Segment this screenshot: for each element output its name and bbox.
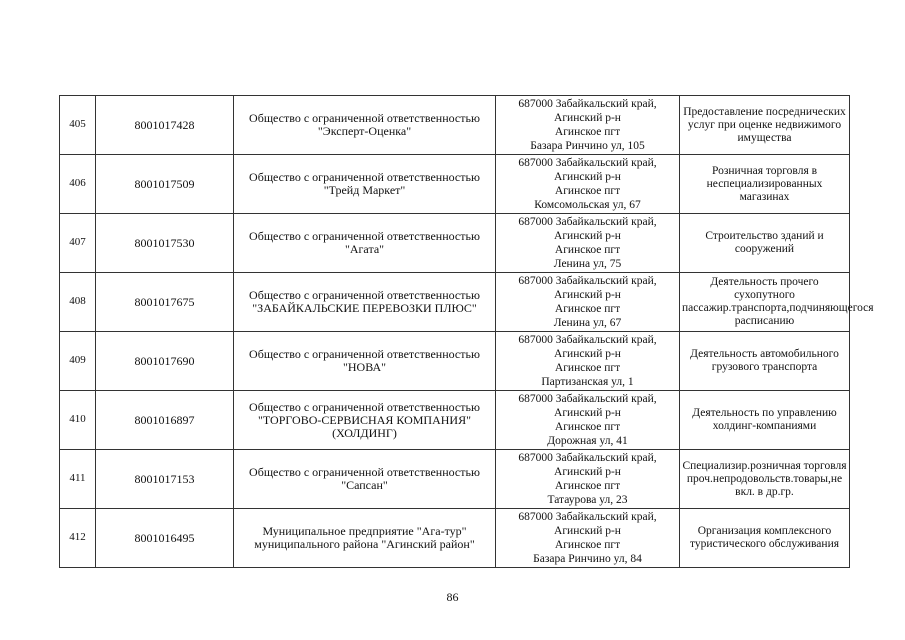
table-row: [60, 214, 850, 273]
row-number-cell: 411: [60, 450, 96, 509]
address-line: Агинский р-н: [554, 112, 621, 124]
address-line: Базара Ринчино ул, 84: [533, 553, 642, 565]
row-number-cell: 408: [60, 273, 96, 332]
address-line: 687000 Забайкальский край,: [518, 216, 657, 228]
table-row: [60, 273, 850, 332]
table-row: [60, 332, 850, 391]
address-line: Партизанская ул, 1: [541, 376, 634, 388]
organization-name-cell: Общество с ограниченной ответственностью "Эксперт-Оценка": [234, 96, 496, 155]
address-line: 687000 Забайкальский край,: [518, 157, 657, 169]
organization-name-cell: Общество с ограниченной ответственностью "НОВА": [234, 332, 496, 391]
address-line: Агинское пгт: [554, 126, 621, 138]
address-line: 687000 Забайкальский край,: [518, 393, 657, 405]
address-line: Ленина ул, 67: [553, 317, 622, 329]
address-line: Агинский р-н: [554, 525, 621, 537]
address-line: Агинский р-н: [554, 407, 621, 419]
organization-name-cell: Общество с ограниченной ответственностью "Сапсан": [234, 450, 496, 509]
address-line: 687000 Забайкальский край,: [518, 511, 657, 523]
address-cell: [496, 391, 680, 450]
row-number-cell: 406: [60, 155, 96, 214]
table-row: [60, 450, 850, 509]
inn-cell: 8001016897: [96, 391, 234, 450]
row-number-cell: 405: [60, 96, 96, 155]
address-line: 687000 Забайкальский край,: [518, 452, 657, 464]
inn-cell: 8001017428: [96, 96, 234, 155]
address-line: Комсомольская ул, 67: [534, 199, 641, 211]
row-number-cell: 412: [60, 509, 96, 568]
address-line: Дорожная ул, 41: [547, 435, 628, 447]
activity-cell: Предоставление посреднических услуг при оценке недвижимого имущества: [680, 96, 850, 155]
address-line: Агинское пгт: [554, 185, 621, 197]
activity-cell: Организация комплексного туристического обслуживания: [680, 509, 850, 568]
inn-cell: 8001017153: [96, 450, 234, 509]
address-line: Агинское пгт: [554, 421, 621, 433]
address-line: Агинское пгт: [554, 244, 621, 256]
address-line: 687000 Забайкальский край,: [518, 275, 657, 287]
row-number-cell: 409: [60, 332, 96, 391]
address-line: 687000 Забайкальский край,: [518, 334, 657, 346]
inn-cell: 8001017530: [96, 214, 234, 273]
address-line: Агинский р-н: [554, 289, 621, 301]
organization-name-cell: Муниципальное предприятие "Ага-тур" муниципального района "Агинский район": [234, 509, 496, 568]
address-line: Агинский р-н: [554, 348, 621, 360]
activity-cell: Деятельность прочего сухопутного пассажир.транспорта,подчиняющегося расписанию: [680, 273, 850, 332]
table-body: [60, 96, 874, 568]
activity-cell: Специализир.розничная торговля проч.непродовольств.товары,не вкл. в др.гр.: [680, 450, 850, 509]
activity-cell: Деятельность по управлению холдинг-компаниями: [680, 391, 850, 450]
organization-name-cell: Общество с ограниченной ответственностью "ЗАБАЙКАЛЬСКИЕ ПЕРЕВОЗКИ ПЛЮС": [234, 273, 496, 332]
table-row: [60, 155, 850, 214]
address-line: Татаурова ул, 23: [547, 494, 628, 506]
address-cell: [496, 273, 680, 332]
address-line: 687000 Забайкальский край,: [518, 98, 657, 110]
activity-cell: Розничная торговля в неспециализированных магазинах: [680, 155, 850, 214]
page-number: 86: [446, 590, 459, 604]
inn-cell: 8001017509: [96, 155, 234, 214]
address-line: Ленина ул, 75: [553, 258, 622, 270]
address-cell: [496, 332, 680, 391]
activity-cell: Деятельность автомобильного грузового транспорта: [680, 332, 850, 391]
address-line: Агинский р-н: [554, 230, 621, 242]
address-cell: [496, 155, 680, 214]
inn-cell: 8001017690: [96, 332, 234, 391]
organization-name-cell: Общество с ограниченной ответственностью "Агата": [234, 214, 496, 273]
row-number-cell: 407: [60, 214, 96, 273]
address-line: Базара Ринчино ул, 105: [530, 140, 645, 152]
table-row: [60, 391, 850, 450]
organization-name-cell: Общество с ограниченной ответственностью "Трейд Маркет": [234, 155, 496, 214]
address-line: Агинский р-н: [554, 171, 621, 183]
inn-cell: 8001016495: [96, 509, 234, 568]
address-cell: [496, 214, 680, 273]
organization-name-cell: Общество с ограниченной ответственностью "ТОРГОВО-СЕРВИСНАЯ КОМПАНИЯ" (ХОЛДИНГ): [234, 391, 496, 450]
organizations-table: [59, 95, 874, 568]
table-row: [60, 96, 850, 155]
address-line: Агинский р-н: [554, 466, 621, 478]
activity-cell: Строительство зданий и сооружений: [680, 214, 850, 273]
address-cell: [496, 96, 680, 155]
address-cell: [496, 450, 680, 509]
inn-cell: 8001017675: [96, 273, 234, 332]
address-cell: [496, 509, 680, 568]
address-line: Агинское пгт: [554, 539, 621, 551]
address-line: Агинское пгт: [554, 480, 621, 492]
table-row: [60, 509, 850, 568]
address-line: Агинское пгт: [554, 362, 621, 374]
row-number-cell: 410: [60, 391, 96, 450]
address-line: Агинское пгт: [554, 303, 621, 315]
